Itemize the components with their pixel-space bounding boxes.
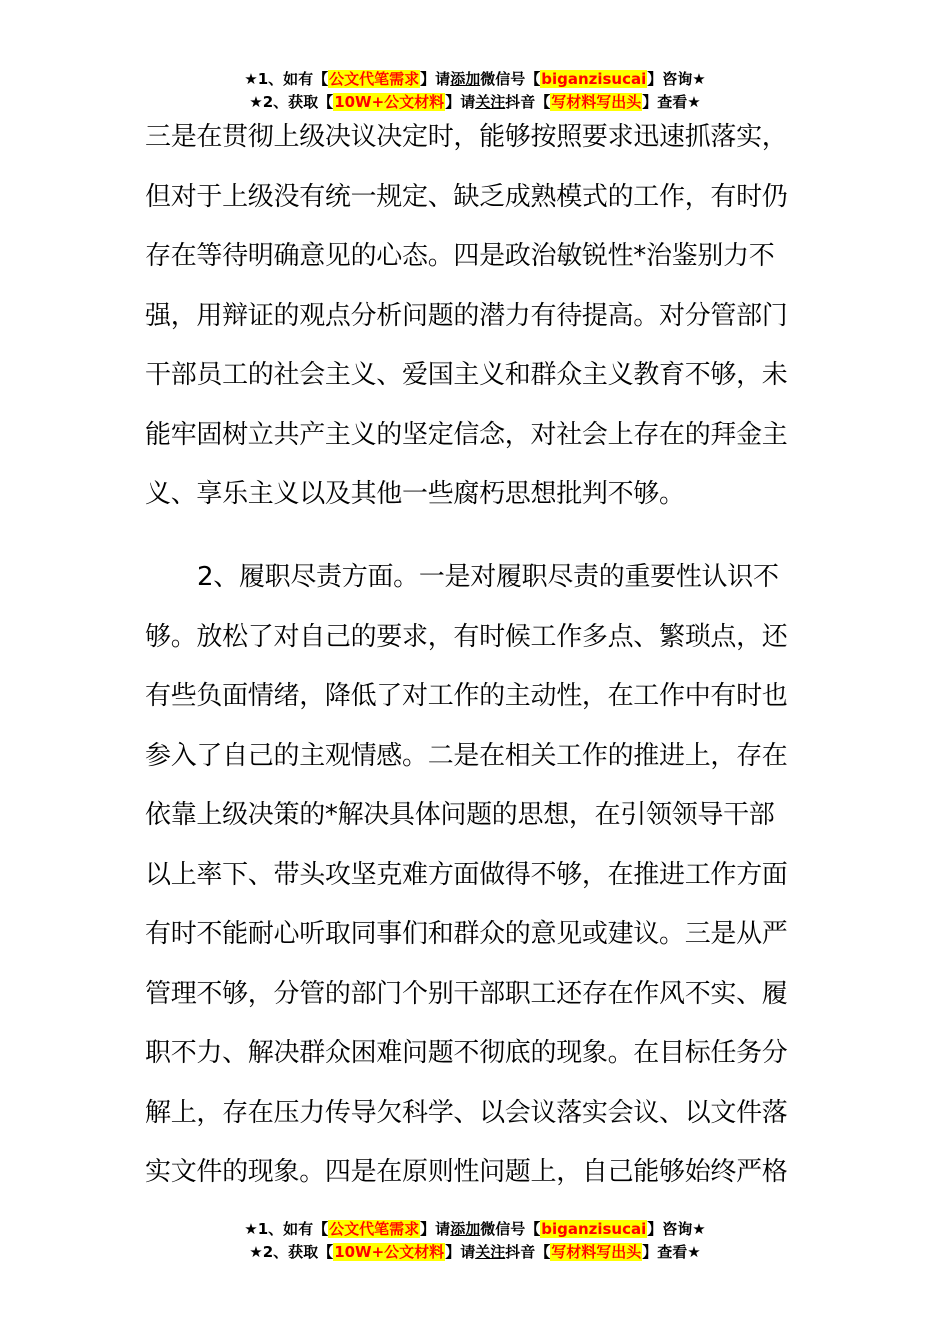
paragraph-1 [145,108,795,525]
text-line: 参入了自己的主观情感。二是在相关工作的推进上，存在 [145,740,788,771]
banner-prefix: ★1、如有【 [244,70,329,88]
banner-line-1 [0,1218,950,1241]
banner-text: 】请 [445,1243,476,1261]
banner-highlight-materials: 10W+公文材料 [334,93,445,111]
text-line: 有时不能耐心听取同事们和群众的意见或建议。三是从严 [145,919,788,949]
text-line: 管理不够，分管的部门个别干部职工还存在作风不实、履 [145,978,788,1009]
text-line: 义、享乐主义以及其他一些腐朽思想批判不够。 [145,479,685,509]
banner-text: 】请 [445,93,476,111]
banner-text: 】请 [420,1220,451,1238]
text-line: 以上率下、带头攻坚克难方面做得不够，在推进工作方面 [145,859,788,890]
text-line: 干部员工的社会主义、爱国主义和群众主义教育不够，未 [145,360,788,390]
banner-text: 】请 [420,70,451,88]
banner-suffix: 】咨询★ [647,1220,706,1238]
text-line: 依靠上级决策的*解决具体问题的思想，在引领领导干部 [145,800,775,830]
banner-highlight-wechat-id: biganzisucai [541,1220,647,1238]
banner-suffix: 】查看★ [642,93,701,111]
banner-highlight-materials: 10W+公文材料 [334,1243,445,1261]
banner-underlined-text: 添加 [450,1220,481,1238]
banner-line-1 [0,68,950,91]
banner-highlight-writing-service: 公文代笔需求 [329,70,420,88]
text-line: 实文件的现象。四是在原则性问题上，自己能够始终严格 [145,1157,788,1187]
paragraph-2 [145,548,795,1203]
banner-highlight-douyin-account: 写材料写出头 [551,93,642,111]
banner-text: 抖音【 [505,93,551,111]
banner-text: 微信号【 [480,70,541,88]
banner-prefix: ★2、获取【 [249,93,334,111]
banner-highlight-wechat-id: biganzisucai [541,70,647,88]
text-line: 能牢固树立共产主义的坚定信念，对社会上存在的拜金主 [145,419,788,450]
text-line: 够。放松了对自己的要求，有时候工作多点、繁琐点，还 [145,621,788,652]
banner-highlight-writing-service: 公文代笔需求 [329,1220,420,1238]
banner-prefix: ★1、如有【 [244,1220,329,1238]
banner-text: 微信号【 [480,1220,541,1238]
text-line: 但对于上级没有统一规定、缺乏成熟模式的工作，有时仍 [145,181,788,212]
banner-highlight-douyin-account: 写材料写出头 [551,1243,642,1261]
banner-text: 抖音【 [505,1243,551,1261]
text-line: 存在等待明确意见的心态。四是政治敏锐性*治鉴别力不 [145,241,775,271]
text-line: 职不力、解决群众困难问题不彻底的现象。在目标任务分 [145,1038,788,1068]
text-line: 解上，存在压力传导欠科学、以会议落实会议、以文件落 [145,1097,788,1128]
banner-suffix: 】咨询★ [647,70,706,88]
bottom-banner [0,1218,950,1264]
banner-underlined-text: 关注 [475,93,506,111]
text-line: 强，用辩证的观点分析问题的潜力有待提高。对分管部门 [145,300,788,331]
banner-line-2 [0,1241,950,1264]
banner-underlined-text: 添加 [450,70,481,88]
text-line: 有些负面情绪，降低了对工作的主动性，在工作中有时也 [145,681,788,711]
text-line-first: 2、履职尽责方面。一是对履职尽责的重要性认识不 [197,562,779,592]
text-line: 三是在贯彻上级决议决定时，能够按照要求迅速抓落实， [145,122,788,152]
banner-prefix: ★2、获取【 [249,1243,334,1261]
banner-underlined-text: 关注 [475,1243,506,1261]
banner-suffix: 】查看★ [642,1243,701,1261]
